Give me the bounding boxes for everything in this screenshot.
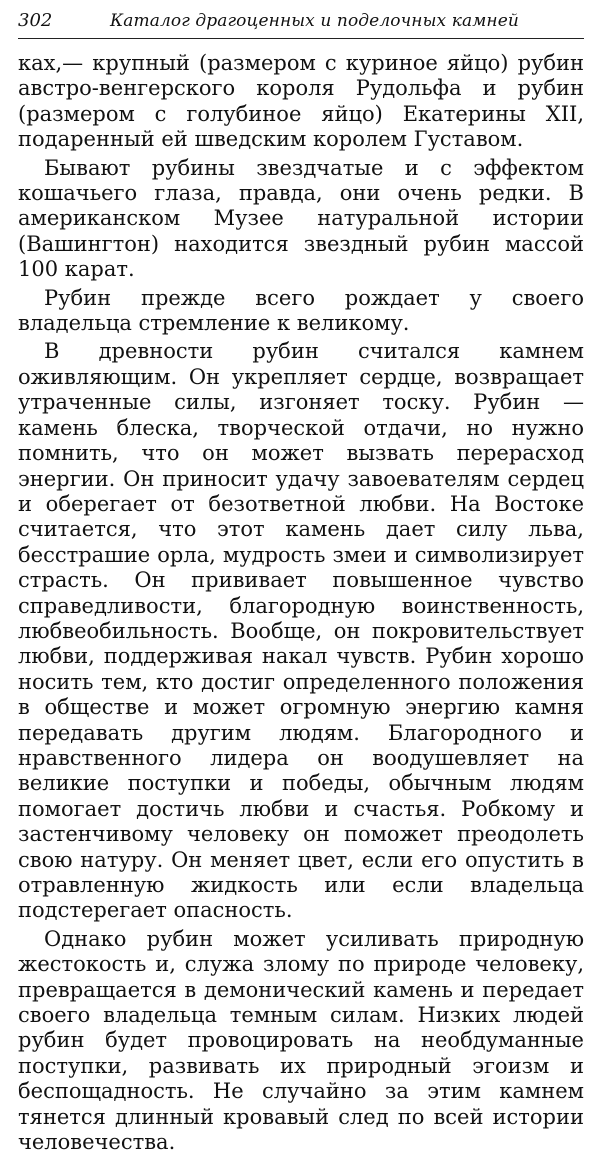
running-header [18,6,584,39]
running-title: Каталог драгоценных и поделочных камней [110,11,519,31]
paragraph-ancient-beliefs: В древности рубин считался камнем оживляющим. Он укрепляет сердце, возвращает утраченные силы, изгоняет тоску. Рубин — камень блеска, творческой отдачи, но нужно помнить, что он может вызвать перерасход энергии. Он приносит удачу завоевателям сердец и оберегает от безответной любви. На Востоке считается, что этот камень дает силу льва, бесстрашие орла, мудрость змеи и символизирует страсть. Он прививает повышенное чувство справедливости, благородную воинственность, любвеобильность. Вообще, он покровительствует любви, поддерживая накал чувств. Рубин хорошо носить тем, кто достиг определенного положения в обществе и может огромную энергию камня передавать другим людям. Благородного и нравственного лидера он воодушевляет на великие поступки и победы, обычным людям помогает достичь любви и счастья. Робкому и застенчивому человеку он поможет преодолеть свою натуру. Он меняет цвет, если его опустить в отравленную жидкость или если владельца подстерегает опасность. [18,339,584,923]
paragraph-aspiration: Рубин прежде всего рождает у своего владельца стремление к великому. [18,285,584,336]
book-page [18,6,584,1155]
paragraph-star-rubies: Бывают рубины звездчатые и с эффектом кошачьего глаза, правда, они очень редки. В американском Музее натуральной истории (Вашингтон) находится звездный рубин массой 100 карат. [18,155,584,282]
page-number: 302 [18,10,53,31]
body-text [18,51,584,1155]
paragraph-continued: ках,— крупный (размером с куриное яйцо) рубин австро-венгерского короля Рудольфа и рубин (размером с голубиное яйцо) Екатерины XII, подаренный ей шведским королем Густавом. [18,51,584,152]
paragraph-dark-side: Однако рубин может усиливать природную жестокость и, служа злому по природе человеку, превращается в демонический камень и передает своего владельца темным силам. Низких людей рубин будет провоцировать на необдуманные поступки, развивать их природный эгоизм и беспощадность. Не случайно за этим камнем тянется длинный кровавый след по всей истории человечества. [18,926,584,1155]
